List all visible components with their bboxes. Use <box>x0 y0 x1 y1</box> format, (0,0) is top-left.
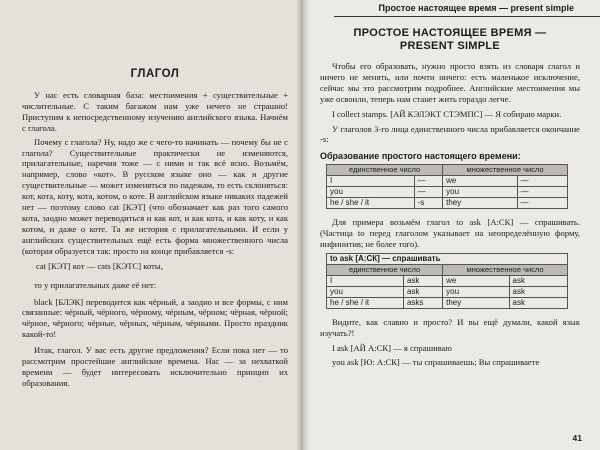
table-cell: I <box>327 176 415 187</box>
paragraph: Итак, глагол. У вас есть другие предложения? Если пока нет — то рассмотрим простейшие английские времена. Нас — за нехваткой времени — будет интересовать исключительно принцип их образования. <box>22 345 288 388</box>
table-cell: ask <box>509 298 567 309</box>
table-cell: — <box>414 176 443 187</box>
table-row <box>327 298 568 309</box>
table-header: множественное число <box>443 165 568 176</box>
table-cell: I <box>327 276 404 287</box>
page-number: 41 <box>572 433 582 443</box>
table-row <box>327 287 568 298</box>
table-cell: you <box>327 187 415 198</box>
table-cell: he / she / it <box>327 198 415 209</box>
section-heading-line1: ПРОСТОЕ НАСТОЯЩЕЕ ВРЕМЯ — <box>353 27 547 39</box>
paragraph: Видите, как славно и просто? И вы ещё думали, какой язык изучать?! <box>320 317 580 338</box>
table-header: единственное число <box>327 165 443 176</box>
table-header: единственное число <box>327 265 443 276</box>
paragraph: Чтобы его образовать, нужно просто взять из словаря глагол и ничего не менять, или почти ничего: есть маленькое исключение, сейчас мы это рассмотрим подробнее. Английские местоимения мы уже освоили, теперь нам станет жить гораздо легче. <box>320 61 580 104</box>
table-row <box>327 187 568 198</box>
table-cell: he / she / it <box>327 298 404 309</box>
conjugation-table-to-ask <box>326 253 568 309</box>
book-gutter-shadow <box>296 0 310 450</box>
table-cell: ask <box>403 287 442 298</box>
table-cell: you <box>443 287 509 298</box>
paragraph: У глаголов 3-го лица единственного числа прибавляется окончание -s: <box>320 123 580 145</box>
table-row <box>327 276 568 287</box>
conjugation-table-general <box>326 164 568 209</box>
running-head: Простое настоящее время — present simple <box>334 0 600 17</box>
table-cell: we <box>443 176 517 187</box>
table-title: Образование простого настоящего времени: <box>320 151 521 162</box>
table-cell: you <box>327 287 404 298</box>
paragraph: black [БЛЭК] переводится как чёрный, а заодно и все формы, с ним связанные: чёрный, чёрного, чёрному, чёрным, чёрном; чёрная, чёрной; чёрное, чёрного; чёрные, чёрных, чёрным, чёрными. Просто праздник какой-то! <box>22 296 288 340</box>
table-cell: we <box>443 276 509 287</box>
example-line: you ask [Ю: А:СК] — ты спрашиваешь; Вы спрашиваете <box>332 356 540 367</box>
table-cell: — <box>517 187 567 198</box>
example-line: I ask [АЙ А:СК] — я спрашиваю <box>332 342 452 353</box>
table-cell: you <box>443 187 517 198</box>
table-cell: asks <box>403 298 442 309</box>
right-page <box>302 0 600 450</box>
paragraph: Для примера возьмём глагол to ask [А:СК] — спрашивать. (Частица to перед глаголом указывает на неопределённую форму, инфинитив; не более того). <box>320 217 580 250</box>
paragraph: У нас есть словарная база: местоимения + существительные + числительные. С таким багажом нам уже нечего не страшно! Приступим к непосредственному изучению английского языка. Начнём с глагола. <box>22 90 288 133</box>
chapter-heading: ГЛАГОЛ <box>130 68 180 80</box>
table-cell: — <box>517 198 567 209</box>
section-heading-line2: PRESENT SIMPLE <box>399 40 501 52</box>
table-header: множественное число <box>443 265 568 276</box>
table-row <box>327 198 568 209</box>
table-caption: to ask [А:СК] — спрашивать <box>327 254 568 265</box>
table-cell: -s <box>414 198 443 209</box>
table-cell: — <box>517 176 567 187</box>
paragraph: Почему с глагола? Ну, надо же с чего-то начинать — почему бы не с глагола? Существительные практически не изменяются, прилагательные, наречия тоже — с ними и так всё ясно. Возьмём, например, слово «кот». В русском языке оно — как и другие существительные — может изменяться по падежам, то есть склоняться: кот, кота, коту, кота, котом, о коте. В английском языке никаких падежей нет — поэтому слово cat [КЭТ] (что обозначает как раз того самого кота, заодно может переводиться и как кот, и как кота, и как коту, и как котом, и даже о коте. Та же история с прилагательными. И если у английских существительных ещё есть форма множественного числа (которая образуется так: просто на конце прибавляется -s: <box>22 136 288 256</box>
table-cell: ask <box>509 287 567 298</box>
table-row <box>327 176 568 187</box>
table-cell: ask <box>509 276 567 287</box>
example-line: cat [КЭТ] кот — cats [КЭТС] коты, <box>36 260 163 271</box>
table-cell: they <box>443 198 517 209</box>
table-cell: ask <box>403 276 442 287</box>
section-heading <box>320 27 580 53</box>
paragraph: то у прилагательных даже её нет: <box>34 279 157 290</box>
table-cell: — <box>414 187 443 198</box>
example-sentence: I collect stamps. [АЙ КЭЛЭКТ СТЭМПС] — Я собираю марки. <box>332 108 562 119</box>
table-cell: they <box>443 298 509 309</box>
